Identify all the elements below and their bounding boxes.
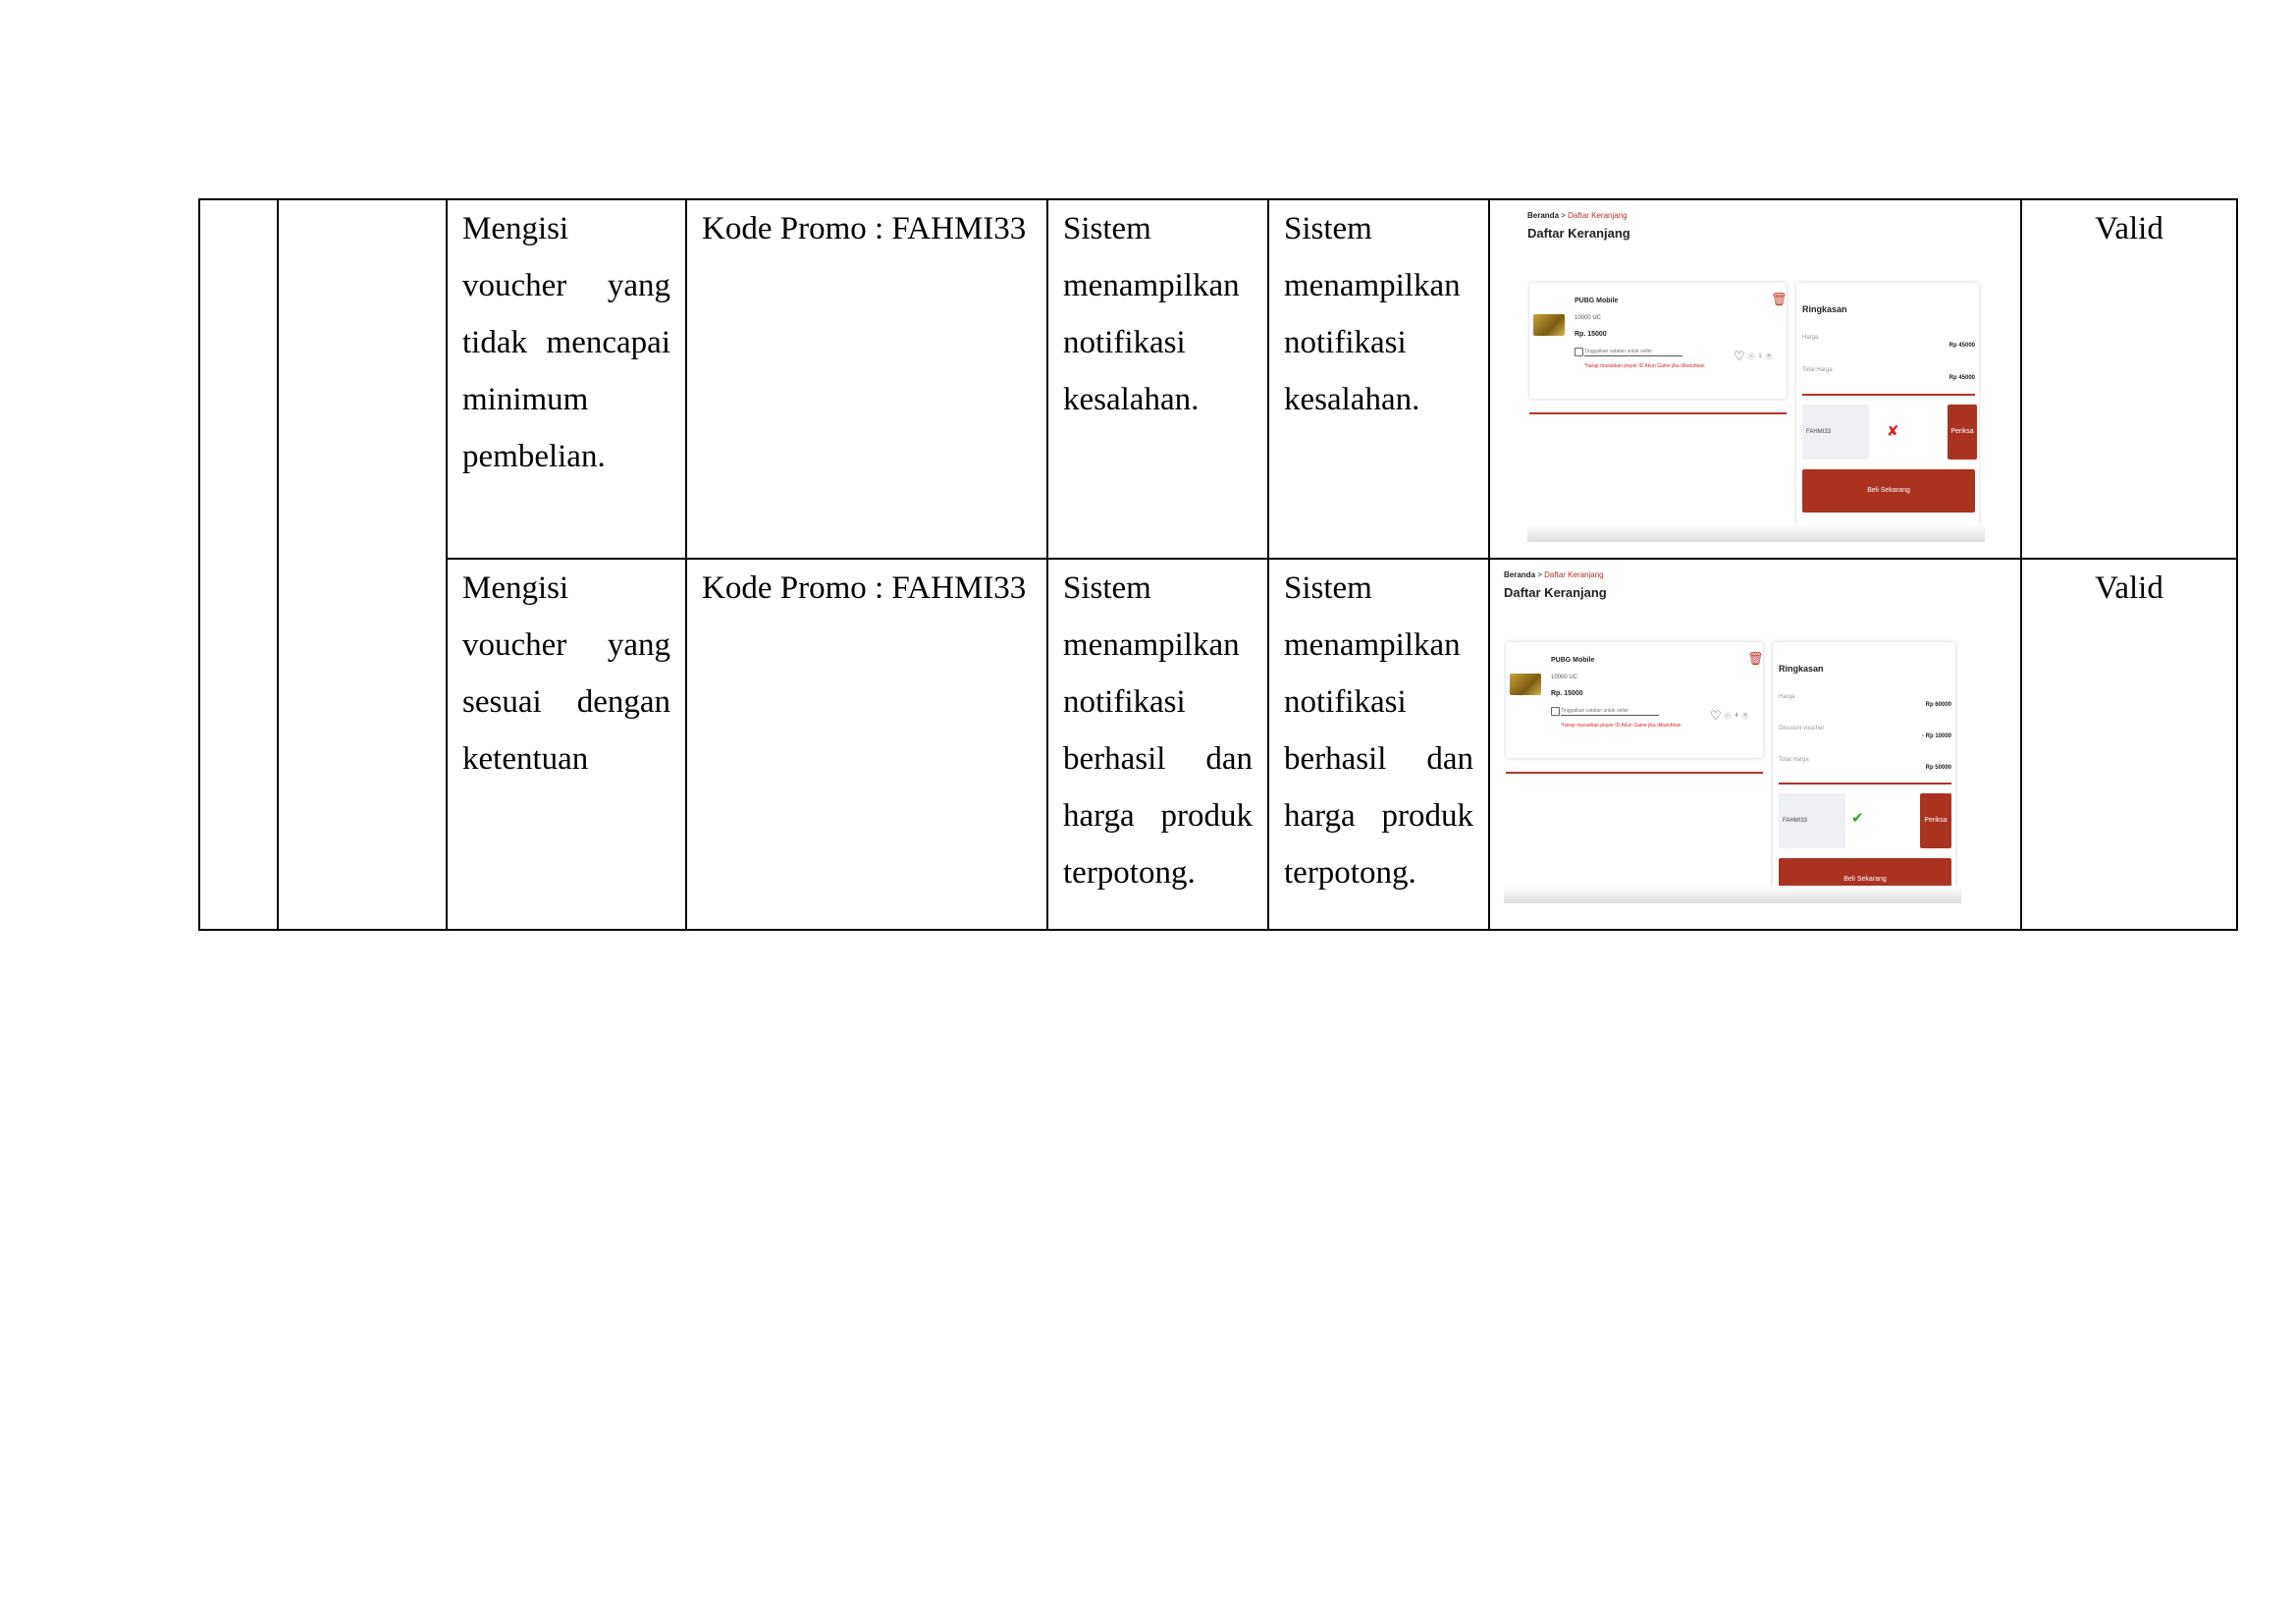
player-id-warning: *harap masukkan player ID Akun Game jika dibutuhkan: [1584, 363, 1705, 369]
page-title: Daftar Keranjang: [1504, 585, 1607, 600]
expected-result-cell: Sistem menampilkan notifikasi berhasil dan harga produk terpotong.: [1047, 559, 1268, 930]
test-data-cell: Kode Promo : FAHMI33: [686, 559, 1047, 930]
status-cell: Valid: [2021, 199, 2237, 559]
summary-divider: [1779, 783, 1951, 785]
price-label: Harga: [1802, 335, 1819, 341]
buy-now-button[interactable]: Beli Sekarang: [1802, 469, 1975, 513]
screenshot-cell: [1489, 199, 2021, 559]
breadcrumb-separator: >: [1535, 570, 1545, 579]
test-case-table: [198, 198, 2238, 931]
price-value: Rp 60000: [1925, 702, 1951, 708]
divider: [1529, 412, 1787, 414]
breadcrumb-home[interactable]: Beranda: [1504, 570, 1536, 579]
screenshot-bottom-fade: [1504, 886, 1961, 903]
total-label: Total Harga: [1779, 757, 1809, 763]
product-price: Rp. 15000: [1551, 690, 1583, 697]
product-name: PUBG Mobile: [1575, 298, 1619, 304]
check-button[interactable]: Periksa: [1920, 793, 1951, 848]
table-row: [199, 559, 2237, 930]
discount-value: - Rp 10000: [1921, 733, 1951, 739]
breadcrumb-separator: >: [1559, 211, 1569, 220]
note-checkbox[interactable]: [1551, 707, 1560, 716]
success-check-icon: ✔: [1851, 810, 1864, 827]
scenario-cell: Mengisi voucher yang sesuai dengan ketentuan: [447, 559, 686, 930]
heart-icon[interactable]: ♡: [1710, 708, 1722, 723]
actual-result-cell: Sistem menampilkan notifikasi kesalahan.: [1268, 199, 1489, 559]
page-title: Daftar Keranjang: [1527, 226, 1630, 241]
product-variant: 10000 UC: [1551, 675, 1578, 680]
actual-result-cell: Sistem menampilkan notifikasi berhasil dan harga produk terpotong.: [1268, 559, 1489, 930]
status-cell: Valid: [2021, 559, 2237, 930]
table-row: [199, 199, 2237, 559]
product-price: Rp. 15000: [1575, 331, 1607, 338]
note-checkbox[interactable]: [1575, 348, 1583, 356]
breadcrumb-current: Daftar Keranjang: [1544, 570, 1604, 579]
note-input[interactable]: Tinggalkan catatan untuk seller: [1584, 349, 1682, 356]
note-input[interactable]: Tinggalkan catatan untuk seller: [1561, 708, 1659, 716]
test-data-cell: Kode Promo : FAHMI33: [686, 199, 1047, 559]
number-cell: [199, 199, 278, 930]
price-label: Harga: [1779, 694, 1795, 700]
cart-item-card: [1529, 283, 1787, 399]
scenario-cell: Mengisi voucher yang tidak mencapai minimum pembelian.: [447, 199, 686, 559]
trash-icon[interactable]: 🗑: [1747, 651, 1764, 666]
buy-now-button[interactable]: Beli Sekarang: [1779, 858, 1951, 901]
promo-code-value: FAHMI33: [1806, 429, 1832, 435]
product-name: PUBG Mobile: [1551, 657, 1595, 664]
breadcrumb-current: Daftar Keranjang: [1568, 211, 1628, 220]
quantity-stepper[interactable]: [1724, 712, 1749, 721]
discount-label: Discount voucher: [1779, 726, 1825, 731]
cart-item-card: [1506, 642, 1763, 758]
promo-code-input[interactable]: [1802, 405, 1869, 460]
product-thumbnail: [1533, 314, 1565, 336]
summary-title: Ringkasan: [1779, 664, 1824, 674]
promo-code-input[interactable]: [1779, 793, 1845, 848]
breadcrumb: [1527, 211, 1628, 221]
total-label: Total Harga: [1802, 367, 1833, 373]
cart-screenshot-valid: [1504, 566, 1961, 915]
heart-icon[interactable]: ♡: [1734, 349, 1745, 363]
total-value: Rp 50000: [1925, 765, 1951, 771]
total-value: Rp 45000: [1949, 375, 1975, 381]
product-variant: 10000 UC: [1575, 315, 1602, 321]
screenshot-bottom-fade: [1527, 524, 1985, 542]
summary-divider: [1802, 394, 1975, 396]
quantity-stepper[interactable]: [1747, 352, 1773, 361]
breadcrumb-home[interactable]: Beranda: [1527, 211, 1560, 220]
screenshot-cell: [1489, 559, 2021, 930]
promo-code-value: FAHMI33: [1783, 818, 1808, 824]
trash-icon[interactable]: 🗑: [1771, 292, 1788, 306]
qty-minus-button[interactable]: -: [1724, 712, 1732, 720]
error-x-icon: ✘: [1887, 423, 1899, 440]
cart-screenshot-invalid: [1527, 206, 1985, 542]
price-value: Rp 45000: [1949, 343, 1975, 349]
feature-cell: [278, 199, 447, 930]
qty-value: 1: [1758, 353, 1762, 359]
breadcrumb: [1504, 570, 1604, 580]
qty-value: 4: [1735, 713, 1738, 719]
summary-title: Ringkasan: [1802, 304, 1847, 314]
expected-result-cell: Sistem menampilkan notifikasi kesalahan.: [1047, 199, 1268, 559]
qty-minus-button[interactable]: -: [1747, 352, 1755, 360]
divider: [1506, 772, 1763, 774]
check-button[interactable]: Periksa: [1948, 405, 1977, 460]
product-thumbnail: [1510, 674, 1541, 695]
player-id-warning: *harap masukkan player ID Akun Game jika dibutuhkan: [1561, 723, 1682, 729]
qty-plus-button[interactable]: +: [1741, 712, 1749, 720]
qty-plus-button[interactable]: +: [1765, 352, 1773, 360]
